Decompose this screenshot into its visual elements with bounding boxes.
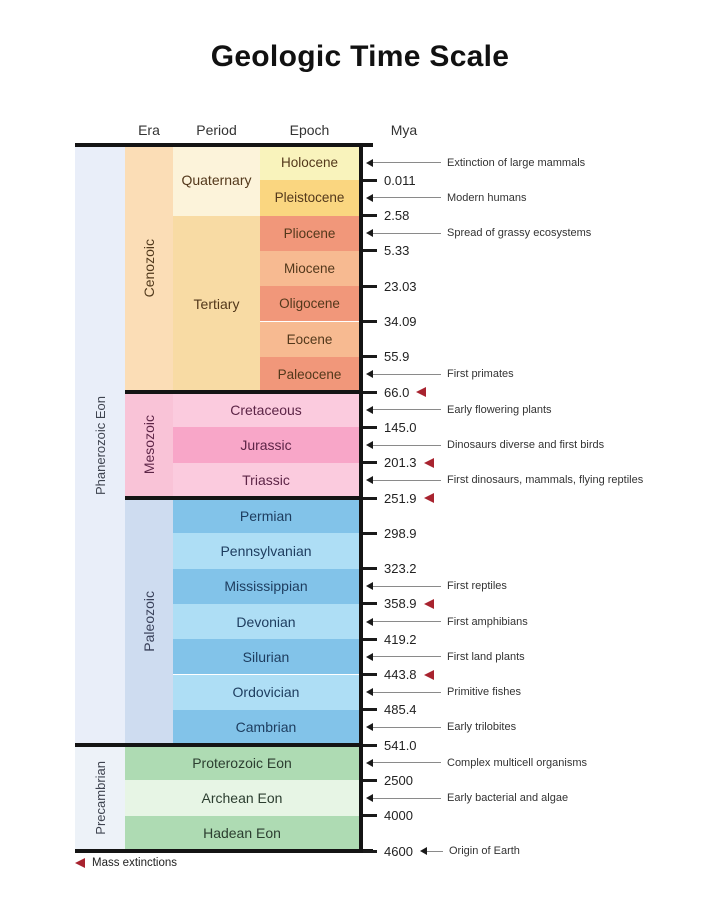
eon-label: Phanerozoic Eon	[92, 395, 108, 495]
mya-value	[384, 383, 426, 401]
event-annotation	[366, 158, 585, 168]
mya-tick	[363, 673, 377, 676]
mya-value	[384, 842, 413, 860]
mass-extinction-icon	[75, 858, 85, 868]
mya-value	[384, 454, 434, 472]
period-cell: Devonian	[173, 604, 359, 639]
arrow-line	[373, 480, 441, 481]
epoch-cell: Pleistocene	[260, 180, 359, 215]
mya-tick	[363, 426, 377, 429]
arrow-left-icon	[366, 794, 373, 802]
mya-value	[384, 489, 434, 507]
mya-tick	[363, 391, 377, 394]
arrow-line	[373, 445, 441, 446]
event-label: Complex multicell organisms	[447, 756, 587, 769]
event-label: First amphibians	[447, 615, 528, 628]
arrow-line	[373, 727, 441, 728]
event-annotation	[420, 846, 520, 856]
mya-tick	[363, 179, 377, 182]
arrow-left-icon	[366, 194, 373, 202]
legend-label: Mass extinctions	[92, 857, 178, 869]
event-label: Dinosaurs diverse and first birds	[447, 439, 605, 452]
section-boundary-line	[75, 143, 373, 147]
epoch-cell: Pliocene	[260, 216, 359, 251]
mya-text: 323.2	[384, 561, 417, 577]
era-label: Cenozoic	[141, 239, 157, 298]
section-boundary-line	[75, 743, 361, 747]
column-header-period: Period	[196, 122, 237, 138]
section-boundary-line	[75, 849, 373, 853]
arrow-left-icon	[366, 759, 373, 767]
period-cell: Mississippian	[173, 569, 359, 604]
arrow-left-icon	[366, 406, 373, 414]
eon-cell	[75, 145, 125, 745]
eon-label: Precambrian	[92, 761, 108, 835]
arrow-line	[373, 374, 441, 375]
arrow-left-icon	[366, 441, 373, 449]
mya-value	[384, 171, 416, 189]
mya-text: 251.9	[384, 490, 417, 506]
event-annotation	[366, 793, 568, 803]
mya-text: 4600	[384, 843, 413, 859]
period-cell: Tertiary	[173, 216, 260, 393]
mya-tick	[363, 320, 377, 323]
mya-text: 443.8	[384, 667, 417, 682]
mya-tick	[363, 567, 377, 570]
epoch-cell: Miocene	[260, 251, 359, 286]
mya-text: 2.58	[384, 208, 410, 224]
event-annotation	[366, 617, 528, 627]
column-header-epoch: Epoch	[289, 122, 330, 138]
section-boundary-line	[125, 496, 361, 500]
mya-text: 55.9	[384, 349, 410, 365]
mya-value	[384, 666, 434, 684]
event-annotation	[366, 405, 552, 415]
mya-value	[384, 771, 413, 789]
mya-text: 5.33	[384, 243, 410, 259]
page-title: Geologic Time Scale	[210, 40, 510, 73]
mass-extinction-icon	[424, 670, 434, 680]
event-label: Early bacterial and algae	[447, 792, 569, 805]
mya-text: 66.0	[384, 384, 410, 400]
mass-extinction-icon	[424, 458, 434, 468]
mya-value	[384, 207, 409, 225]
event-annotation	[366, 440, 604, 450]
mya-text: 358.9	[384, 596, 417, 612]
mass-extinction-icon	[424, 493, 434, 503]
event-annotation	[366, 687, 521, 697]
arrow-left-icon	[366, 229, 373, 237]
event-label: First dinosaurs, mammals, flying reptiles	[447, 474, 644, 487]
epoch-cell: Holocene	[260, 145, 359, 180]
event-annotation	[366, 722, 516, 732]
event-label: Primitive fishes	[447, 686, 521, 699]
event-label: Early trilobites	[447, 721, 517, 734]
mya-tick	[363, 532, 377, 535]
mya-tick	[363, 214, 377, 217]
section-boundary-line	[125, 390, 361, 394]
mass-extinction-icon	[424, 599, 434, 609]
event-label: Early flowering plants	[447, 403, 552, 416]
arrow-left-icon	[366, 618, 373, 626]
period-cell: Pennsylvanian	[173, 533, 359, 568]
period-cell: Cretaceous	[173, 392, 359, 427]
event-label: Modern humans	[447, 191, 527, 204]
mya-text: 4000	[384, 808, 413, 824]
arrow-line	[373, 621, 441, 622]
mya-text: 201.3	[384, 455, 417, 471]
column-header-era: Era	[138, 122, 160, 138]
arrow-left-icon	[366, 582, 373, 590]
mya-text: 145.0	[384, 419, 417, 435]
mya-tick	[363, 638, 377, 641]
period-cell: Permian	[173, 498, 359, 533]
arrow-line	[373, 197, 441, 198]
epoch-cell: Paleocene	[260, 357, 359, 392]
arrow-left-icon	[366, 688, 373, 696]
precambrian-eon-cell: Hadean Eon	[125, 816, 359, 851]
mya-text: 2500	[384, 772, 413, 788]
era-cell	[125, 498, 173, 745]
period-cell: Cambrian	[173, 710, 359, 745]
event-label: Spread of grassy ecosystems	[447, 227, 592, 240]
event-annotation	[366, 475, 643, 485]
event-annotation	[366, 652, 525, 662]
mya-tick	[363, 355, 377, 358]
arrow-line	[373, 586, 441, 587]
precambrian-eon-cell: Archean Eon	[125, 780, 359, 815]
epoch-cell: Eocene	[260, 322, 359, 357]
mya-tick	[363, 249, 377, 252]
event-label: First land plants	[447, 650, 525, 663]
arrow-left-icon	[366, 723, 373, 731]
mya-value	[384, 560, 417, 578]
mya-text: 0.011	[384, 172, 416, 188]
arrow-line	[373, 798, 441, 799]
mya-value	[384, 418, 417, 436]
era-label: Paleozoic	[141, 591, 157, 652]
mya-tick	[363, 744, 377, 747]
legend-mass-extinctions	[75, 857, 177, 869]
mya-tick	[363, 497, 377, 500]
mya-tick	[363, 461, 377, 464]
arrow-line	[373, 762, 441, 763]
mya-value	[384, 701, 417, 719]
period-cell: Jurassic	[173, 427, 359, 462]
mya-tick	[363, 850, 377, 853]
mass-extinction-icon	[416, 387, 426, 397]
event-annotation	[366, 758, 587, 768]
event-label: Extinction of large mammals	[447, 156, 586, 169]
mya-value	[384, 277, 417, 295]
period-cell: Ordovician	[173, 675, 359, 710]
arrow-line	[373, 162, 441, 163]
arrow-line	[373, 656, 441, 657]
period-cell: Triassic	[173, 463, 359, 498]
event-annotation	[366, 193, 527, 203]
mya-value	[384, 524, 417, 542]
event-label: Origin of Earth	[449, 845, 520, 857]
event-annotation	[366, 581, 507, 591]
event-annotation	[366, 369, 514, 379]
event-label: First reptiles	[447, 580, 507, 593]
mya-tick	[363, 708, 377, 711]
arrow-left-icon	[366, 653, 373, 661]
column-header-mya: Mya	[390, 122, 418, 138]
arrow-left-icon	[366, 476, 373, 484]
arrow-line	[373, 409, 441, 410]
period-cell: Quaternary	[173, 145, 260, 216]
epoch-cell: Oligocene	[260, 286, 359, 321]
precambrian-eon-cell: Proterozoic Eon	[125, 745, 359, 780]
mya-text: 541.0	[384, 737, 417, 753]
era-cell	[125, 392, 173, 498]
era-label: Mesozoic	[141, 415, 157, 475]
arrow-left-icon	[366, 370, 373, 378]
arrow-line	[373, 692, 441, 693]
mya-text: 23.03	[384, 278, 417, 294]
mya-value	[384, 630, 417, 648]
arrow-left-icon	[420, 847, 427, 855]
mya-tick	[363, 602, 377, 605]
event-annotation	[366, 228, 591, 238]
mya-text: 419.2	[384, 631, 417, 647]
mya-tick	[363, 285, 377, 288]
event-label: First primates	[447, 368, 514, 381]
mya-text: 485.4	[384, 702, 417, 718]
mya-text: 34.09	[384, 314, 417, 329]
mya-value	[384, 595, 434, 613]
mya-tick	[363, 814, 377, 817]
era-cell	[125, 145, 173, 392]
mya-value	[384, 348, 409, 366]
mya-tick	[363, 779, 377, 782]
mya-value	[384, 807, 413, 825]
arrow-line	[427, 851, 443, 852]
mya-value	[384, 313, 417, 331]
arrow-left-icon	[366, 159, 373, 167]
mya-value	[384, 242, 409, 260]
mya-value	[384, 736, 417, 754]
period-cell: Silurian	[173, 639, 359, 674]
mya-text: 298.9	[384, 525, 417, 541]
arrow-line	[373, 233, 441, 234]
eon-cell	[75, 745, 125, 851]
